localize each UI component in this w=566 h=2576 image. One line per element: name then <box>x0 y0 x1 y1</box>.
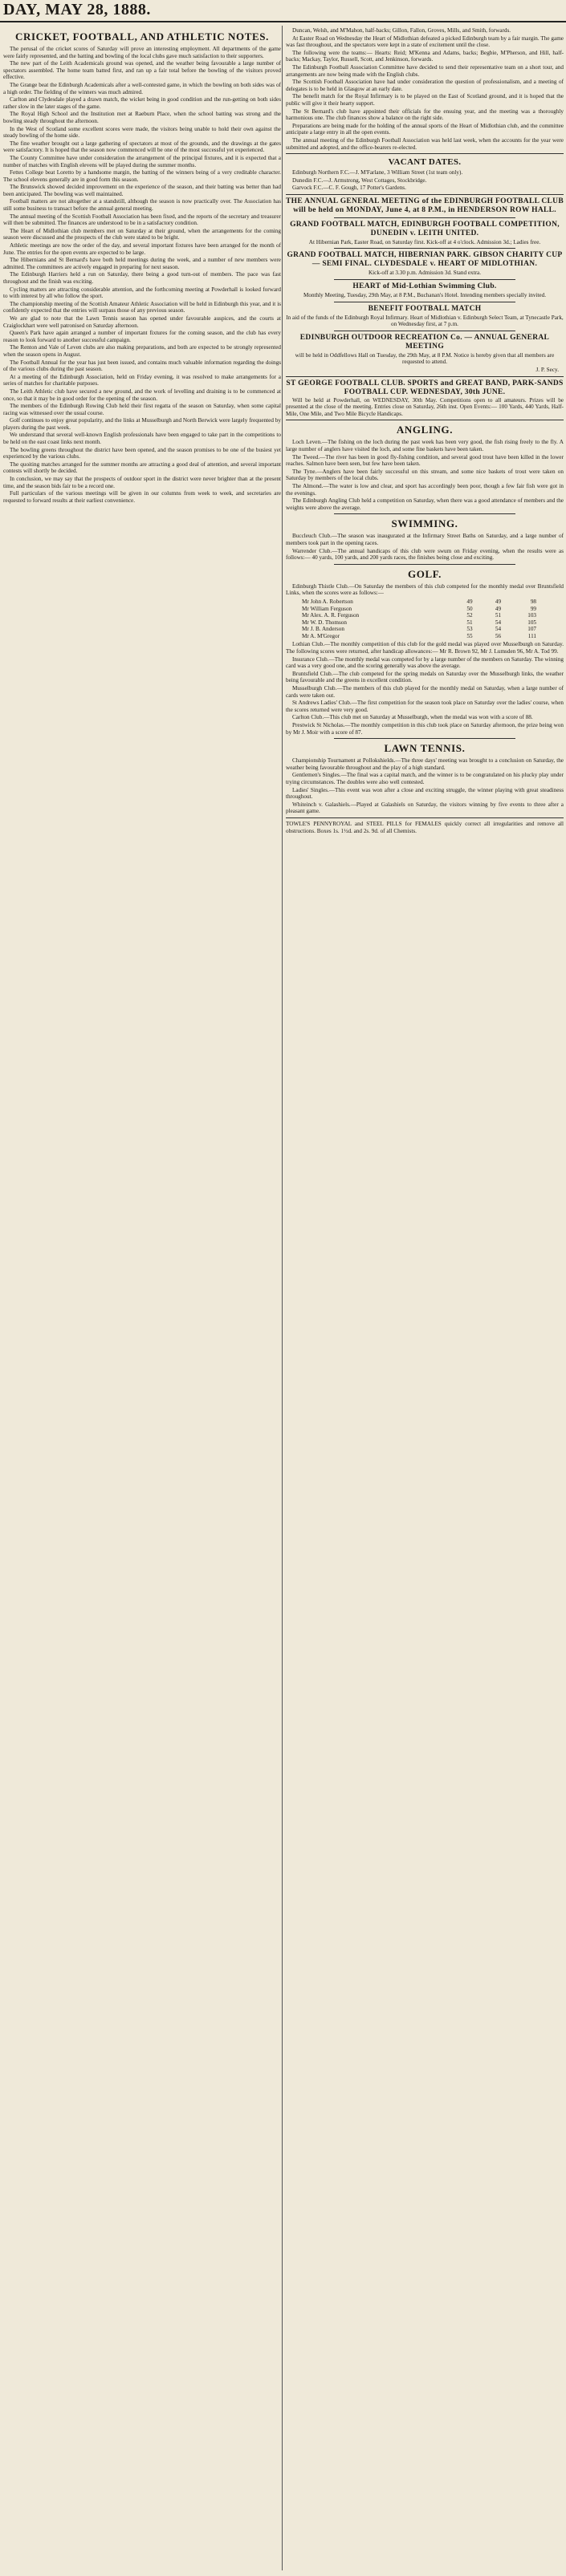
golf-section <box>286 583 564 597</box>
score-row <box>299 626 540 633</box>
score-total: 111 <box>527 632 536 639</box>
left-article-body <box>3 46 281 504</box>
tennis-report: Whiteinch v. Galashiels.—Played at Galashiels on Saturday, the visitors winning by five events to three after a pleasant game. <box>286 801 565 815</box>
score-out: 49 <box>466 598 473 605</box>
article-paragraph: The championship meeting of the Scottish Amateur Athletic Association will be held in Edinburgh this year, and it is confidently expected that the entries will surpass those of any previous season. <box>3 300 281 314</box>
article-paragraph: The Hibernians and St Bernard's have both held meetings during the week, and a number of new members were admitted. The committees are actively engaged in preparing for next season. <box>3 257 281 270</box>
score-total: 103 <box>527 612 536 619</box>
divider <box>334 248 515 249</box>
angling-report: The Edinburgh Angling Club held a competition on Saturday, when there was a good attendance of members and the weights were above the average. <box>286 497 565 511</box>
article-paragraph: Queen's Park have again arranged a number of important fixtures for the coming season, and the club has every reason to look forward to another successful campaign. <box>3 330 281 343</box>
score-name: Mr A. M'Gregor <box>302 632 340 639</box>
article-paragraph: The following were the teams:— Hearts: Reid; M'Kenna and Adams, backs; Begbie, M'Pherson, and Hill, half-backs; Mackay, Taylor, Russell, Scott, and Jenkinson, forwards. <box>286 49 564 63</box>
advert-body: At Hibernian Park, Easter Road, on Saturday first. Kick-off at 4 o'clock. Admission 3d.; Ladies free. <box>308 238 541 245</box>
article-paragraph: In conclusion, we may say that the prospects of outdoor sport in the district were never brighter than at the present time, and the season bids fair to be a record one. <box>3 476 281 489</box>
article-paragraph: The Heart of Midlothian club members met on Saturday at their ground, when the arrangements for the coming season were discussed and the prospects of the club were stated to be bright. <box>3 227 281 241</box>
score-total: 99 <box>530 605 536 612</box>
left-column <box>3 27 281 2570</box>
advert-body: Monthly Meeting, Tuesday, 29th May, at 8 P.M., Buchanan's Hotel. Intending members specially invited. <box>303 292 546 299</box>
article-paragraph: The bowling greens throughout the district have been opened, and the season promises to be one of the busiest yet experienced by the various clubs. <box>3 446 281 460</box>
score-row <box>299 598 540 606</box>
score-row <box>299 619 540 627</box>
golf-report: Carlton Club.—This club met on Saturday at Musselburgh, when the medal was won with a score of 88. <box>292 714 533 721</box>
tennis-report: Championship Tournament at Pollokshields.—The three days' meeting was brought to a conclusion on Saturday, the weather being favourable throughout and the play of a high standard. <box>286 757 565 771</box>
article-paragraph: The Brunswick showed decided improvement on the experience of the season, and their batting was better than had been anticipated. The bowling was well maintained. <box>3 184 281 197</box>
vacant-date-entry: Edinburgh Northern F.C.—J. M'Farlane, 3 William Street (1st team only). <box>292 169 463 176</box>
divider <box>334 279 515 280</box>
article-paragraph: The St Bernard's club have appointed their officials for the ensuing year, and the meeting was a thoroughly harmonious one. The club finances show a balance on the right side. <box>286 108 565 122</box>
golf-report: Insurance Club.—The monthly medal was competed for by a large number of the members on Saturday. The winning card was a very good one, and the scoring generally was above the average. <box>286 655 565 670</box>
score-out: 53 <box>466 626 473 633</box>
tennis-report: Gentlemen's Singles.—The final was a capital match, and the winner is to be congratulated on his plucky play under trying circumstances. The doubles were also well contested. <box>286 772 565 785</box>
swimming-report: Buccleuch Club.—The season was inaugurated at the Infirmary Street Baths on Saturday, and a large number of members took part in the opening races. <box>286 533 565 546</box>
issue-date: DAY, MAY 28, 1888. <box>3 1 151 18</box>
advert-body: will be held in Oddfellows Hall on Tuesday, the 29th May, at 8 P.M. Notice is hereby given that all members are requested to attend. <box>295 351 555 366</box>
right-column <box>286 27 564 2570</box>
article-paragraph: The annual meeting of the Scottish Football Association has been fixed, and the reports of the secretary and treasurer will then be submitted. The finances are understood to be in a satisfactory condition. <box>3 213 281 227</box>
article-paragraph: Football matters are not altogether at a standstill, although the season is now practically over. The Association has still some business to transact before the annual general meeting. <box>3 198 281 213</box>
vacant-date-entry: Garvock F.C.—C. F. Gough, 17 Potter's Gardens. <box>292 185 406 192</box>
sports-ad-heading: ST GEORGE FOOTBALL CLUB. SPORTS and GREAT BAND, PARK-SANDS FOOTBALL CUP. WEDNESDAY, 30th JUNE. <box>286 379 564 396</box>
golf-report: St Andrews Ladies' Club.—The first competition for the season took place on Saturday over the ladies' course, when the scores returned were very good. <box>286 700 565 713</box>
score-row <box>299 606 540 613</box>
swimming-section <box>286 533 564 561</box>
article-paragraph: The Grange beat the Edinburgh Academicals after a well-contested game, in which the bowling on both sides was of a high order. The fielding of the winners was much admired. <box>3 81 281 95</box>
divider <box>334 513 515 514</box>
divider <box>334 738 515 739</box>
right-top-article <box>286 27 564 151</box>
advert-title: EDINBURGH OUTDOOR RECREATION Co. — ANNUAL GENERAL MEETING <box>299 333 550 351</box>
advert-title: GRAND FOOTBALL MATCH, HIBERNIAN PARK. GIBSON CHARITY CUP — SEMI FINAL. CLYDESDALE v. HEART OF MIDLOTHIAN. <box>287 251 563 269</box>
article-paragraph: In the West of Scotland some excellent scores were made, the visitors being unable to hold their own against the steady bowling of the home side. <box>3 125 281 140</box>
golf-scores-table <box>299 598 540 640</box>
article-paragraph: The fine weather brought out a large gathering of spectators at most of the grounds, and the drawings at the gates were satisfactory. It is hoped that the season now commenced will be one of the most successful yet experienced. <box>3 140 281 154</box>
article-paragraph: The Scottish Football Association have had under consideration the question of professionalism, and a meeting of delegates is to be held in Glasgow at an early date. <box>286 79 565 92</box>
score-name: Mr J. B. Anderson <box>302 626 344 633</box>
score-total: 105 <box>527 619 536 626</box>
left-heading: CRICKET, FOOTBALL, AND ATHLETIC NOTES. <box>15 30 269 43</box>
angling-report: Loch Leven.—The fishing on the loch during the past week has been very good, the fish rising freely to the fly. A large number of anglers have visited the loch, and some fine baskets have been taken. <box>286 439 565 452</box>
angling-report: The Tyne.—Anglers have been fairly successful on this stream, and some nice baskets of trout were taken on Saturday by members of the local clubs. <box>286 468 565 482</box>
angling-report: The Tweed.—The river has been in good fly-fishing condition, and several good trout have been killed in the lower reaches. Salmon have been seen, but few have been taken. <box>286 453 565 468</box>
swimming-heading: SWIMMING. <box>391 517 458 530</box>
article-paragraph: The Royal High School and the Institution met at Raeburn Place, when the school batting was strong and the bowling steady throughout the afternoon. <box>3 111 281 124</box>
article-paragraph: Carlton and Clydesdale played a drawn match, the wicket being in good condition and the run-getting on both sides rather slow in the later stages of the game. <box>3 96 281 110</box>
advert-title: THE ANNUAL GENERAL MEETING of the EDINBURGH FOOTBALL CLUB will be held on MONDAY, June 4, at 8 P.M., in HENDERSON ROW HALL. <box>286 197 564 214</box>
article-paragraph: The Leith Athletic club have secured a new ground, and the work of levelling and draining is to be commenced at once, so that it may be in good order for the opening of the season. <box>3 387 281 402</box>
golf-more-section <box>286 641 564 736</box>
score-in: 54 <box>495 619 502 626</box>
score-in: 54 <box>495 626 502 633</box>
score-out: 50 <box>466 605 473 612</box>
advert-body: In aid of the funds of the Edinburgh Royal Infirmary. Heart of Midlothian v. Edinburgh Select Team, at Tynecastle Park, on Wednesday first, at 7 p.m. <box>286 314 564 328</box>
divider <box>286 376 564 377</box>
divider <box>334 564 515 565</box>
divider <box>286 194 564 195</box>
article-paragraph: Preparations are being made for the holding of the annual sports of the Heart of Midlothian club, and the committee anticipate a large entry in all the open events. <box>286 122 565 136</box>
score-row <box>299 633 540 640</box>
article-paragraph: The Edinburgh Football Association Committee have decided to send their representative team on a short tour, and arrangements are now being made with the English clubs. <box>286 63 565 78</box>
article-paragraph: We understand that several well-known English professionals have been engaged to take part in the competitions to be held on the east coast links next month. <box>3 432 281 446</box>
golf-report: Musselburgh Club.—The members of this club played for the monthly medal on Saturday, when a large number of cards were taken out. <box>286 685 565 699</box>
score-name: Mr William Ferguson <box>302 605 352 612</box>
article-paragraph: The Football Annual for the year has just been issued, and contains much valuable information regarding the doings of the various clubs during the past season. <box>3 359 281 373</box>
article-paragraph: The perusal of the cricket scores of Saturday will prove an interesting employment. All departments of the game were fairly represented, and the batting and bowling of the local clubs gave much satisfaction to their supporters. <box>3 46 281 59</box>
advert-title: HEART of Mid-Lothian Swimming Club. <box>352 282 497 291</box>
score-name: Mr Alex. A. R. Ferguson <box>302 612 360 619</box>
advert-title: GRAND FOOTBALL MATCH, EDINBURGH FOOTBALL COMPETITION, DUNEDIN v. LEITH UNITED. <box>290 220 560 237</box>
tennis-section <box>286 757 564 815</box>
article-paragraph: The Renton and Vale of Leven clubs are also making preparations, and both are expected to be strongly represented when the season opens in August. <box>3 344 281 358</box>
advert-title: BENEFIT FOOTBALL MATCH <box>368 304 482 313</box>
angling-section <box>286 439 564 511</box>
angling-heading: ANGLING. <box>396 424 454 436</box>
score-out: 55 <box>466 632 473 639</box>
score-total: 98 <box>530 598 536 605</box>
article-paragraph: Golf continues to enjoy great popularity, and the links at Musselburgh and North Berwick were largely frequented by players during the past week. <box>3 417 281 431</box>
score-name: Mr John A. Robertson <box>302 598 353 605</box>
article-paragraph: The County Committee have under consideration the arrangement of the principal fixtures, and it is expected that a number of matches with English elevens will be played during the summer months. <box>3 154 281 168</box>
vacant-dates-heading: VACANT DATES. <box>388 157 462 168</box>
masthead <box>0 0 566 22</box>
article-paragraph: The benefit match for the Royal Infirmary is to be played on the East of Scotland ground, and it is hoped that the public will give it their hearty support. <box>286 93 565 107</box>
golf-report: Lothian Club.—The monthly competition of this club for the gold medal was played over Musselburgh on Saturday. The following scores were returned, after handicap allowances:— Mr R. Brown 92, Mr J. Lumsden 96, Mr A. Tod 99. <box>286 641 565 655</box>
golf-report: Bruntsfield Club.—The club competed for the spring medals on Saturday over the Musselburgh links, the weather being favourable and the greens in excellent condition. <box>286 670 565 684</box>
golf-report: Prestwick St Nicholas.—The monthly competition in this club took place on Saturday afternoon, the prize being won by Mr J. Moir with a score of 87. <box>286 722 565 736</box>
article-paragraph: We are glad to note that the Lawn Tennis season has opened under favourable auspices, and the courts at Craiglockhart were well patronised on Saturday afternoon. <box>3 314 281 329</box>
article-paragraph: The members of the Edinburgh Rowing Club held their first regatta of the season on Saturday, when some capital racing was witnessed over the usual course. <box>3 403 281 416</box>
swimming-report: Warrender Club.—The annual handicaps of this club were swum on Friday evening, when the results were as follows:— 40 yards, 100 yards, and 200 yards races, the finishes being close and exciting. <box>286 547 565 562</box>
article-paragraph: Full particulars of the various meetings will be given in our columns from week to week, and secretaries are requested to forward results at their earliest convenience. <box>3 490 281 504</box>
article-paragraph: The annual meeting of the Edinburgh Football Association was held last week, when the accounts for the year were submitted and adopted, and the office-bearers re-elected. <box>286 136 565 151</box>
article-paragraph: Fettes College beat Loretto by a handsome margin, the batting of the winners being of a very creditable character. The school elevens generally are in good form this season. <box>3 169 281 183</box>
article-paragraph: The Edinburgh Harriers held a run on Saturday, there being a good turn-out of members. The pace was fast throughout and the finish was exciting. <box>3 271 281 285</box>
golf-report: Edinburgh Thistle Club.—On Saturday the members of this club competed for the monthly medal over Bruntsfield Links, when the scores were as follows:— <box>286 582 565 597</box>
divider <box>334 217 515 218</box>
advert-body: Kick-off at 3.30 p.m. Admission 3d. Stand extra. <box>368 270 481 277</box>
article-paragraph: Duncan, Welsh, and M'Mahon, half-backs; Gillon, Fallon, Groves, Mills, and Smith, forwards. <box>292 27 511 34</box>
advertisements <box>286 197 564 366</box>
score-in: 49 <box>495 605 502 612</box>
tennis-heading: LAWN TENNIS. <box>384 742 466 755</box>
angling-report: The Almond.—The water is low and clear, and sport has accordingly been poor, though a few fair fish were got in the evenings. <box>286 482 565 497</box>
divider <box>286 153 564 154</box>
score-total: 107 <box>527 626 536 633</box>
score-in: 49 <box>495 598 502 605</box>
article-paragraph: Athletic meetings are now the order of the day, and several important fixtures have been arranged for the month of June. The entries for the open events are expected to be large. <box>3 242 281 256</box>
article-paragraph: Cycling matters are attracting considerable attention, and the forthcoming meeting at Powderhall is looked forward to with interest by all who follow the sport. <box>3 286 281 300</box>
article-paragraph: The quoiting matches arranged for the summer months are attracting a good deal of attention, and several important contests will shortly be decided. <box>3 460 281 475</box>
score-row <box>299 612 540 619</box>
vacant-dates-list <box>286 169 564 192</box>
article-paragraph: At a meeting of the Edinburgh Association, held on Friday evening, it was resolved to make arrangements for a series of matches for charitable purposes. <box>3 373 281 387</box>
score-in: 56 <box>495 632 502 639</box>
tennis-report: Ladies' Singles.—This event was won after a close and exciting struggle, the winner playing with great steadiness throughout. <box>286 786 565 801</box>
vacant-date-entry: Dunedin F.C.—J. Armstrong, West Cottages, Stockbridge. <box>292 176 427 184</box>
ad-signature: J. P. Secy. <box>535 367 559 374</box>
score-in: 51 <box>495 612 502 619</box>
footer-advert: TOWLE'S PENNYROYAL and STEEL PILLS for FEMALES quickly correct all irregularities and remove all obstructions. Boxes 1s. 1½d. and 2s. 9d. of all Chemists. <box>286 820 565 834</box>
score-out: 52 <box>466 612 473 619</box>
score-out: 51 <box>466 619 473 626</box>
sports-ad-body: Will be held at Powderhall, on WEDNESDAY, 30th May. Competitions open to all amateurs. Prizes will be presented at the close of the meeting. Entries close on Saturday, 26th inst. Open Events:— 100 Yards, 440 Yards, Half-Mile, One Mile, and Two Mile Bicycle Handicaps. <box>286 396 565 417</box>
score-name: Mr W. D. Thomson <box>302 619 347 626</box>
divider <box>286 817 564 818</box>
article-paragraph: At Easter Road on Wednesday the Heart of Midlothian defeated a picked Edinburgh team by a fair margin. The game was fast throughout, and the spectators were kept in a state of excitement until the close. <box>286 34 565 49</box>
article-paragraph: The new part of the Leith Academicals ground was opened, and the weather being favourable a large number of spectators assembled. The home team batted first, and ran up a fair total before the bowling of the visitors proved effective. <box>3 60 281 81</box>
golf-heading: GOLF. <box>408 567 442 580</box>
